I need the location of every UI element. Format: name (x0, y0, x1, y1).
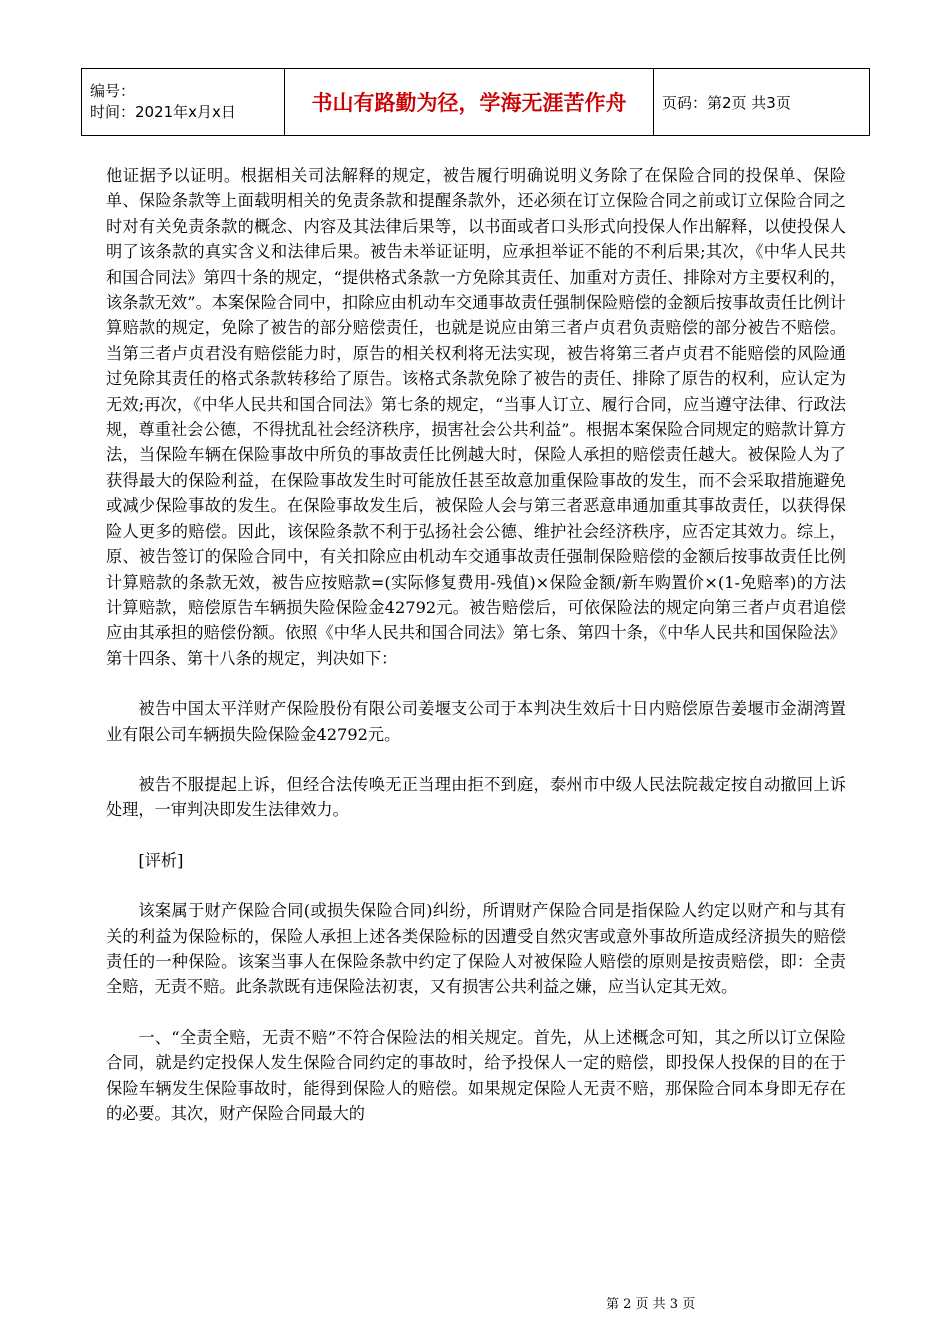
page-header (81, 68, 870, 136)
appeal-paragraph: 被告不服提起上诉，但经合法传唤无正当理由拒不到庭，泰州市中级人民法院裁定按自动撤回上诉处理，一审判决即发生法律效力。 (106, 774, 846, 820)
document-time-label: 时间：2021年x月x日 (90, 103, 236, 121)
judgment-paragraph: 被告中国太平洋财产保险股份有限公司姜堰支公司于本判决生效后十日内赔偿原告姜堰市金湖湾置业有限公司车辆损失险保险金42792元。 (106, 699, 846, 744)
header-page-code: 页码：第2页 共3页 (654, 69, 870, 136)
header-motto: 书山有路勤为径，学海无涯苦作舟 (285, 69, 654, 136)
document-number-label: 编号： (90, 82, 136, 100)
analysis-point-one: 一、“全责全赔，无责不赔”不符合保险法的相关规定。首先，从上述概念可知，其之所以订立保险合同，就是约定投保人发生保险合同约定的事故时，给予投保人一定的赔偿，即投保人投保的目的在于保险车辆发生保险事故时，能得到保险人的赔偿。如果规定保险人无责不赔，那保险合同本身即无存在的必要。其次，财产保险合同最大的 (106, 1027, 846, 1123)
document-body (106, 163, 846, 1126)
page-footer: 第 2 页 共 3 页 (606, 1297, 696, 1312)
analysis-paragraph: 该案属于财产保险合同(或损失保险合同)纠纷，所谓财产保险合同是指保险人约定以财产和与其有关的利益为保险标的，保险人承担上述各类保险标的因遭受自然灾害或意外事故所造成经济损失的赔偿责任的一种保险。该案当事人在保险条款中约定了保险人对被保险人赔偿的原则是按责赔偿，即：全责全赔，无责不赔。此条款既有违保险法初衷，又有损害公共利益之嫌，应当认定其无效。 (106, 901, 846, 997)
analysis-heading: [评析] (138, 850, 184, 870)
body-paragraph: 他证据予以证明。根据相关司法解释的规定，被告履行明确说明义务除了在保险合同的投保单、保险单、保险条款等上面载明相关的免责条款和提醒条款外，还必须在订立保险合同之前或订立保险合同之时对有关免责条款的概念、内容及其法律后果等，以书面或者口头形式向投保人作出解释，以使投保人明了该条款的真实含义和法律后果。被告未举证证明，应承担举证不能的不利后果;其次，《中华人民共和国合同法》第四十条的规定，“提供格式条款一方免除其责任、加重对方责任、排除对方主要权利的，该条款无效”。本案保险合同中，扣除应由机动车交通事故责任强制保险赔偿的金额后按事故责任比例计算赔款的规定，免除了被告的部分赔偿责任，也就是说应由第三者卢贞君负责赔偿的部分被告不赔偿。当第三者卢贞君没有赔偿能力时，原告的相关权利将无法实现，被告将第三者卢贞君不能赔偿的风险通过免除其责任的格式条款转移给了原告。该格式条款免除了被告的责任、排除了原告的权利，应认定为无效;再次，《中华人民共和国合同法》第七条的规定，“当事人订立、履行合同，应当遵守法律、行政法规，尊重社会公德，不得扰乱社会经济秩序，损害社会公共利益”。根据本案保险合同规定的赔款计算方法，当保险车辆在保险事故中所负的事故责任比例越大时，保险人承担的赔偿责任越大。被保险人为了获得最大的保险利益，在保险事故发生时可能放任甚至故意加重保险事故的发生，而不会采取措施避免或减少保险事故的发生。在保险事故发生后，被保险人会与第三者恶意串通加重其事故责任，以获得保险人更多的赔偿。因此，该保险条款不利于弘扬社会公德、维护社会经济秩序，应否定其效力。综上，原、被告签订的保险合同中，有关扣除应由机动车交通事故责任强制保险赔偿的金额后按事故责任比例计算赔款的条款无效，被告应按赔款=(实际修复费用-残值)×保险金额/新车购置价×(1-免赔率)的方法计算赔款，赔偿原告车辆损失险保险金42792元。被告赔偿后，可依保险法的规定向第三者卢贞君追偿应由其承担的赔偿份额。依照《中华人民共和国合同法》第七条、第四十条，《中华人民共和国保险法》第十四条、第十八条的规定，判决如下： (106, 166, 846, 668)
header-meta (82, 69, 285, 136)
